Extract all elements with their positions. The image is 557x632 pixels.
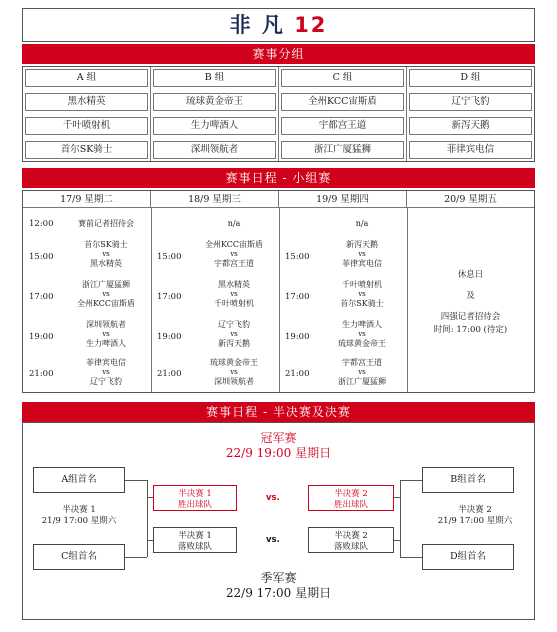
team-home: 宇都宫王道 — [342, 358, 382, 367]
semi2-loser-l1: 半决赛 2 — [334, 531, 368, 541]
schedule-panel — [22, 190, 535, 393]
match-cell — [319, 358, 405, 387]
semi2-loser-box — [308, 527, 394, 553]
team-cell: 菲律宾电信 — [409, 141, 532, 159]
press-conference-time: 时间: 17:00 (待定) — [433, 325, 508, 335]
time-label: 15:00 — [29, 252, 54, 262]
press-conference-label: 四强记者招待会 — [440, 312, 501, 322]
time-label: 12:00 — [29, 219, 54, 229]
team-away: 宇都宫王道 — [214, 259, 254, 268]
match-cell — [319, 240, 405, 269]
semi1-time: 21/9 17:00 星期六 — [41, 516, 117, 526]
team-cell: 辽宁飞豹 — [409, 93, 532, 111]
team-cell: 深圳领航者 — [153, 141, 276, 159]
time-label: 21:00 — [29, 369, 54, 379]
finals-panel — [22, 422, 535, 620]
match-cell — [63, 219, 149, 229]
time-label: 19:00 — [29, 332, 54, 342]
semi1-winner-l2: 胜出球队 — [177, 500, 212, 510]
rest-day-note — [409, 269, 532, 337]
and-label: 及 — [466, 291, 475, 301]
group-name: D 组 — [409, 69, 532, 87]
team-cell: 生力啤酒人 — [153, 117, 276, 135]
time-label: 17:00 — [285, 292, 310, 302]
match-cell — [319, 280, 405, 309]
match-cell — [63, 358, 149, 387]
day-header: 17/9 星期二 — [23, 191, 151, 208]
day-header: 19/9 星期四 — [279, 191, 407, 208]
team-away: 深圳领航者 — [214, 377, 254, 386]
groups-banner: 赛事分组 — [22, 44, 535, 64]
third-vs: vs. — [266, 535, 280, 545]
time-label: 15:00 — [285, 252, 310, 262]
team-home: 琉球黄金帝王 — [210, 358, 258, 367]
team-away: 菲律宾电信 — [342, 259, 382, 268]
a-first-box: A组首名 — [33, 467, 125, 493]
team-away: 辽宁飞豹 — [90, 377, 122, 386]
semi1-winner-box — [153, 485, 237, 511]
semi2-winner-l1: 半决赛 2 — [334, 489, 368, 499]
semi1-loser-box — [153, 527, 237, 553]
vs-label: vs — [358, 249, 366, 258]
group-col-a — [23, 67, 151, 161]
team-cell: 琉球黄金帝王 — [153, 93, 276, 111]
team-home: 首尔SK骑士 — [84, 240, 128, 249]
time-label: 21:00 — [285, 369, 310, 379]
vs-label: vs — [230, 367, 238, 376]
group-col-b — [151, 67, 279, 161]
match-cell — [63, 320, 149, 349]
schedule-banner: 赛事日程 - 小组赛 — [22, 168, 535, 188]
team-away: 千叶喷射机 — [214, 299, 254, 308]
time-label: 19:00 — [157, 332, 182, 342]
time-label: 21:00 — [157, 369, 182, 379]
vs-label: vs — [230, 289, 238, 298]
vs-label: vs — [358, 367, 366, 376]
match-cell — [191, 219, 277, 229]
time-label: 17:00 — [29, 292, 54, 302]
team-home: 菲律宾电信 — [86, 358, 126, 367]
team-away: 生力啤酒人 — [86, 339, 126, 348]
semi2-time: 21/9 17:00 星期六 — [437, 516, 513, 526]
semi2-loser-l2: 落败球队 — [333, 542, 368, 552]
title-box — [22, 8, 535, 42]
group-name: C 组 — [281, 69, 404, 87]
group-col-d — [407, 67, 534, 161]
match-cell — [63, 240, 149, 269]
finals-banner: 赛事日程 - 半决赛及决赛 — [22, 402, 535, 422]
c-first-box: C组首名 — [33, 544, 125, 570]
semi1-winner-l1: 半决赛 1 — [178, 489, 212, 499]
match-cell — [191, 320, 277, 349]
team-home: 辽宁飞豹 — [218, 320, 250, 329]
title-part2: 12 — [294, 13, 328, 37]
semi1-info — [23, 505, 135, 527]
match-cell — [191, 358, 277, 387]
vs-label: vs — [230, 329, 238, 338]
semi2-winner-l2: 胜出球队 — [333, 500, 368, 510]
team-home: 全州KCC宙斯盾 — [204, 240, 263, 249]
match-cell — [191, 240, 277, 269]
match-cell — [319, 219, 405, 229]
group-name: A 组 — [25, 69, 148, 87]
team-cell: 黑水精英 — [25, 93, 148, 111]
team-cell: 宇都宫王道 — [281, 117, 404, 135]
final-title: 冠军赛 — [260, 431, 297, 445]
team-home: 生力啤酒人 — [342, 320, 382, 329]
team-cell: 新泻天鹅 — [409, 117, 532, 135]
team-away: 琉球黄金帝王 — [338, 339, 386, 348]
b-first-box: B组首名 — [422, 467, 514, 493]
semi2-winner-box — [308, 485, 394, 511]
page-title — [23, 9, 534, 41]
semi1-loser-l1: 半决赛 1 — [178, 531, 212, 541]
vs-label: vs — [102, 289, 110, 298]
title-part1: 非 凡 — [229, 13, 285, 37]
group-col-c — [279, 67, 407, 161]
semi2-info — [419, 505, 531, 527]
rest-day-label: 休息日 — [457, 270, 484, 280]
vs-label: vs — [102, 329, 110, 338]
groups-panel — [22, 66, 535, 162]
time-label: 15:00 — [157, 252, 182, 262]
third-title: 季军赛 — [260, 571, 297, 585]
semi1-loser-l2: 落败球队 — [177, 542, 212, 552]
semi1-label: 半决赛 1 — [62, 505, 96, 515]
third-time: 22/9 17:00 星期日 — [225, 586, 332, 600]
event-text: 赛前记者招待会 — [78, 219, 134, 228]
team-home: 新泻天鹅 — [346, 240, 378, 249]
vs-label: vs — [102, 249, 110, 258]
vs-label: vs — [102, 367, 110, 376]
na-text: n/a — [355, 219, 369, 228]
time-label: 19:00 — [285, 332, 310, 342]
team-cell: 浙江广厦猛狮 — [281, 141, 404, 159]
d-first-box: D组首名 — [422, 544, 514, 570]
team-home: 千叶喷射机 — [342, 280, 382, 289]
team-cell: 全州KCC宙斯盾 — [281, 93, 404, 111]
day-header: 20/9 星期五 — [407, 191, 534, 208]
team-home: 浙江广厦猛狮 — [82, 280, 130, 289]
final-time: 22/9 19:00 星期日 — [225, 446, 332, 460]
vs-label: vs — [230, 249, 238, 258]
team-away: 黑水精英 — [90, 259, 122, 268]
team-home: 黑水精英 — [218, 280, 250, 289]
team-away: 新泻天鹅 — [218, 339, 250, 348]
match-cell — [191, 280, 277, 309]
semi2-label: 半决赛 2 — [458, 505, 492, 515]
team-away: 首尔SK骑士 — [340, 299, 384, 308]
vs-label: vs — [358, 329, 366, 338]
match-cell — [63, 280, 149, 309]
group-name: B 组 — [153, 69, 276, 87]
team-cell: 首尔SK骑士 — [25, 141, 148, 159]
vs-label: vs — [358, 289, 366, 298]
final-vs: vs. — [266, 493, 280, 503]
na-text: n/a — [227, 219, 241, 228]
team-cell: 千叶喷射机 — [25, 117, 148, 135]
team-home: 深圳领航者 — [86, 320, 126, 329]
match-cell — [319, 320, 405, 349]
team-away: 浙江广厦猛狮 — [338, 377, 386, 386]
team-away: 全州KCC宙斯盾 — [76, 299, 135, 308]
day-header: 18/9 星期三 — [151, 191, 279, 208]
time-label: 17:00 — [157, 292, 182, 302]
